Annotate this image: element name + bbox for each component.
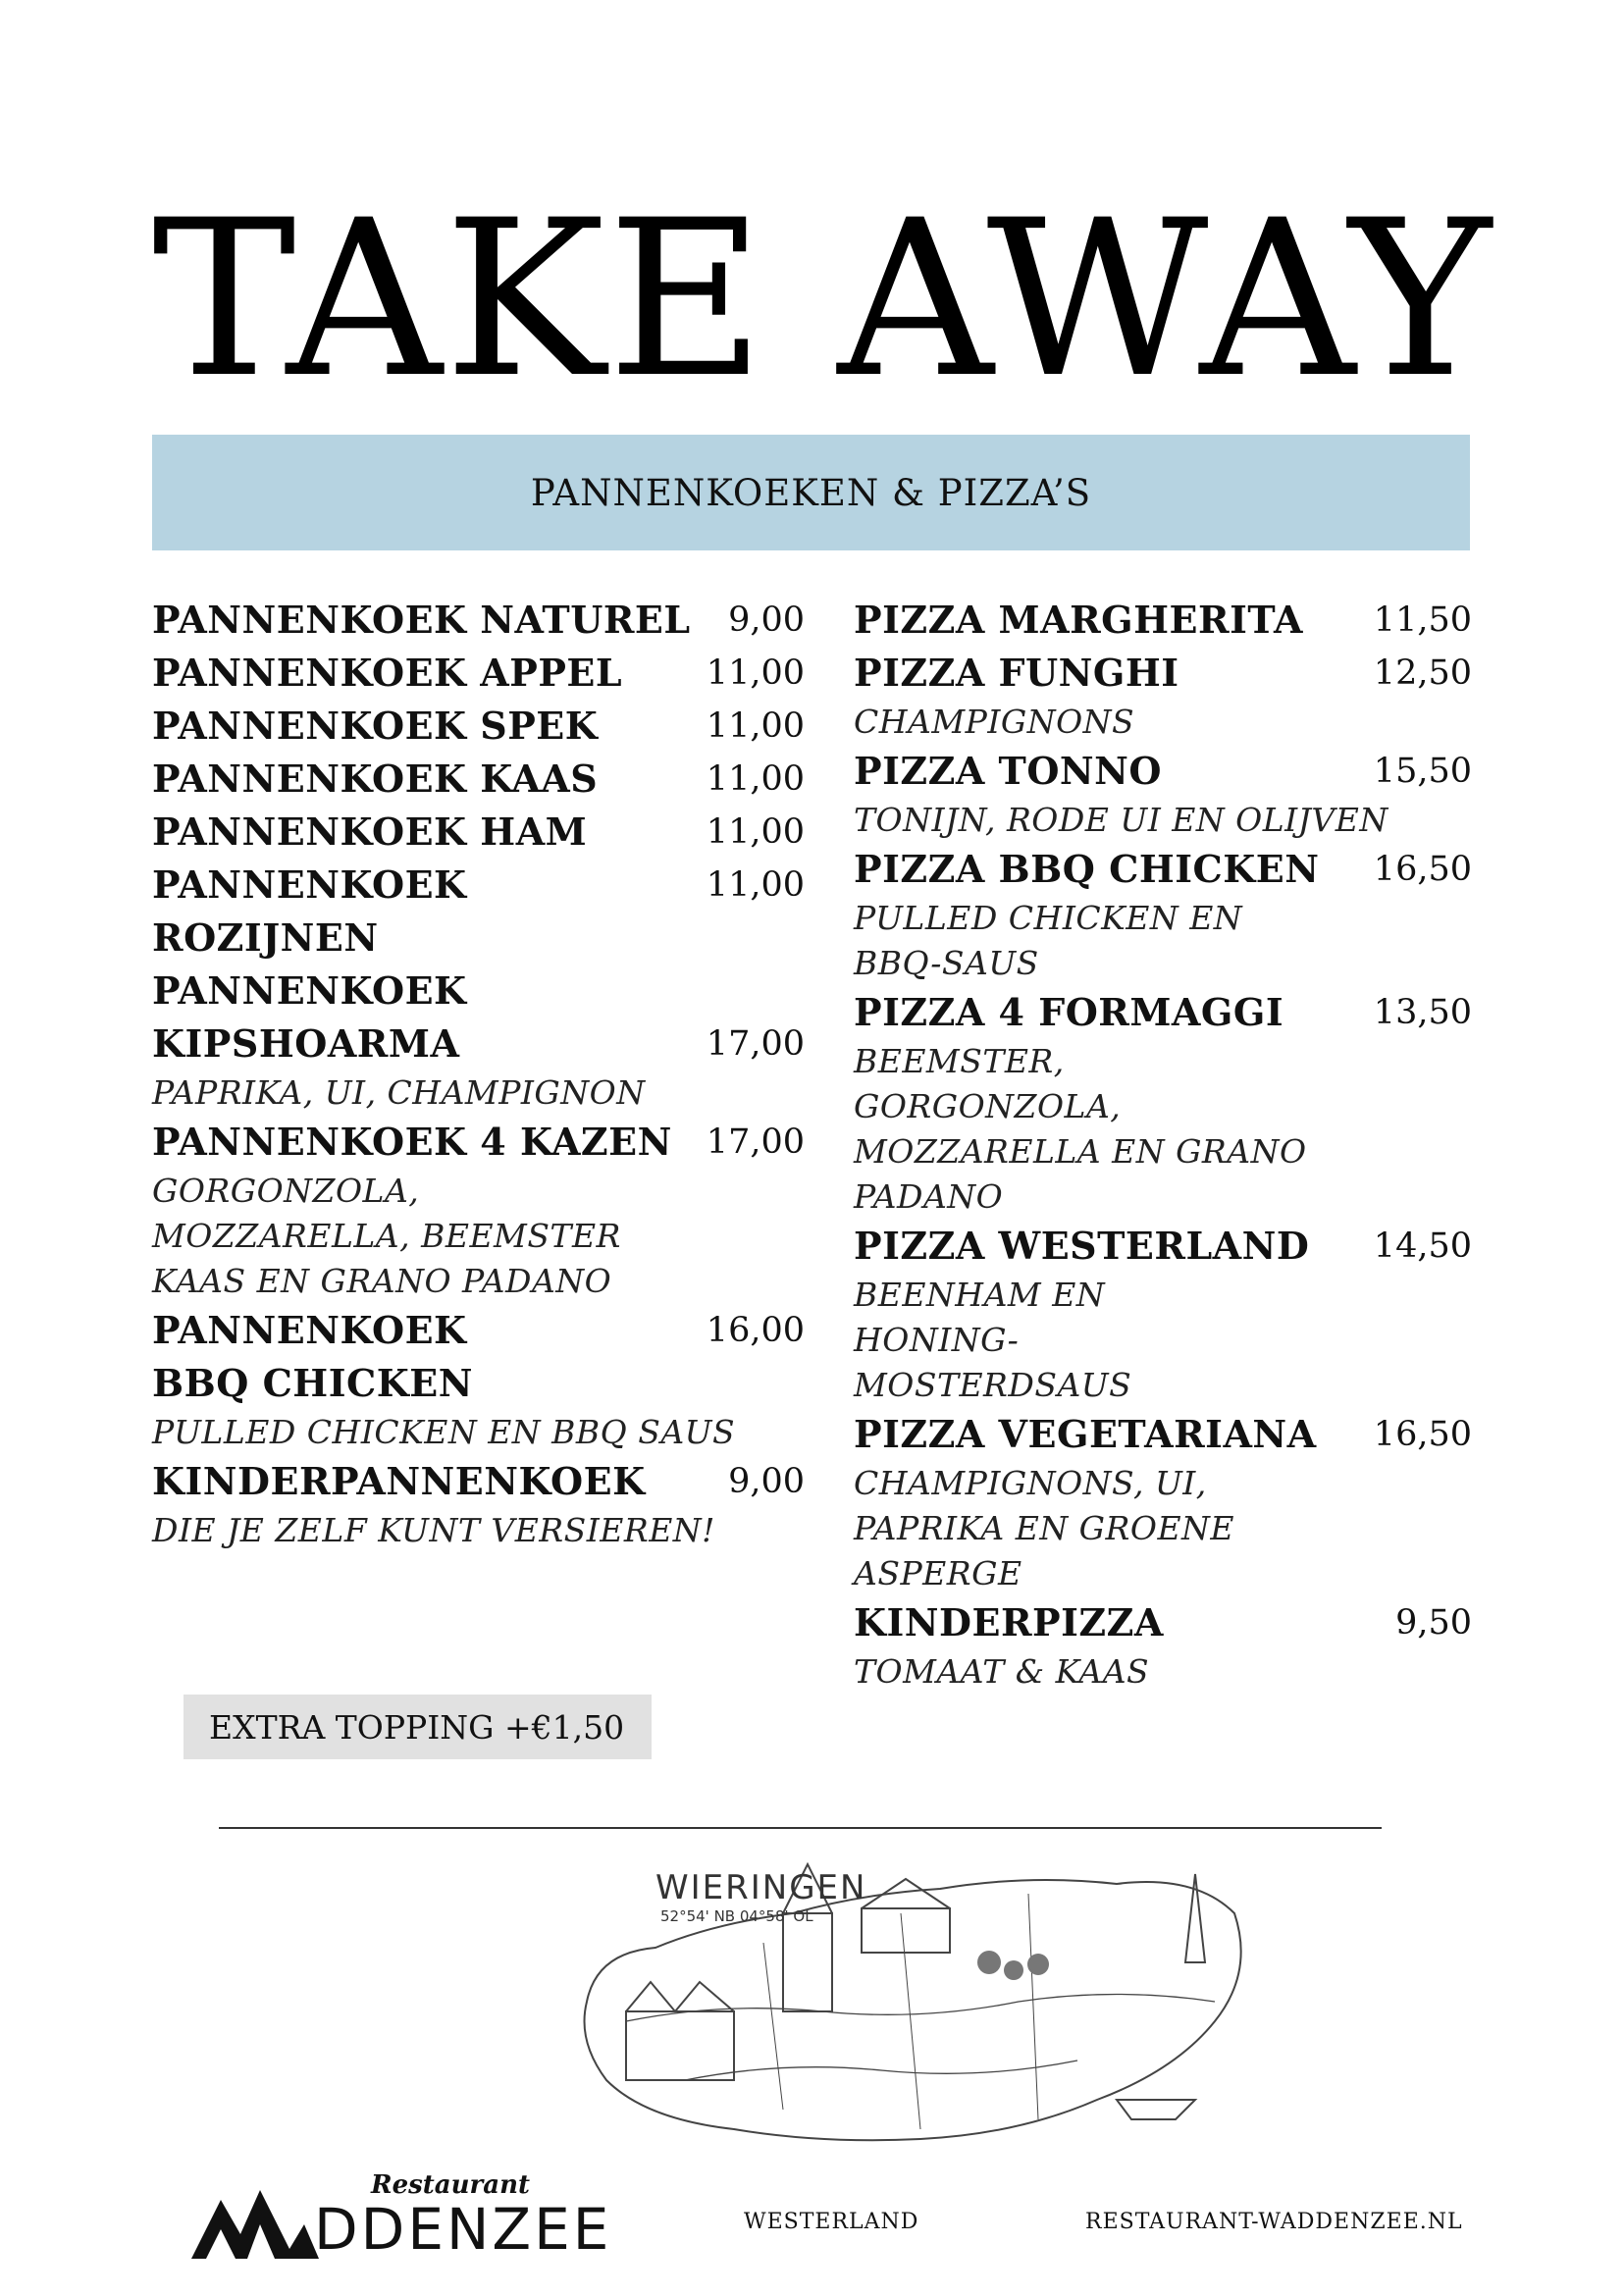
menu-item: [152, 965, 805, 1116]
menu-item: [854, 745, 1472, 843]
item-name: PIZZA MARGHERITA: [854, 598, 1304, 642]
pancake-column: [152, 594, 805, 1553]
item-description: CHAMPIGNONS, UI, PAPRIKA EN GROENE ASPERGE: [854, 1464, 1234, 1592]
menu-item: [152, 859, 805, 965]
item-description: GORGONZOLA, MOZZARELLA, BEEMSTER KAAS EN GRANO PADANO: [152, 1172, 621, 1300]
item-price: 11,00: [706, 759, 805, 799]
section-banner: [152, 435, 1470, 550]
extra-topping-label: EXTRA TOPPING +€1,50: [209, 1707, 625, 1747]
item-name: KINDERPANNENKOEK: [152, 1459, 646, 1503]
item-name: PIZZA TONNO: [854, 749, 1162, 793]
item-name: PANNENKOEK BBQ CHICKEN: [152, 1308, 473, 1405]
item-description: PULLED CHICKEN EN BBQ-SAUS: [854, 899, 1243, 982]
item-name: PIZZA BBQ CHICKEN: [854, 847, 1320, 891]
section-title: PANNENKOEKEN & PIZZA’S: [530, 471, 1092, 514]
menu-item: [854, 1408, 1472, 1596]
logo-mountain-icon: [186, 2170, 324, 2264]
item-price: 15,50: [1373, 752, 1472, 791]
menu-item: [854, 1596, 1472, 1695]
item-name: PANNENKOEK NATUREL: [152, 598, 691, 642]
item-name: PIZZA FUNGHI: [854, 651, 1179, 695]
menu-item: [152, 806, 805, 859]
page-title: TAKE AWAY: [152, 174, 1493, 425]
item-price: 11,50: [1373, 600, 1472, 640]
item-description: PAPRIKA, UI, CHAMPIGNON: [152, 1073, 646, 1112]
item-name: PANNENKOEK SPEK: [152, 704, 599, 748]
item-description: PULLED CHICKEN EN BBQ SAUS: [152, 1413, 736, 1451]
menu-item: [854, 986, 1472, 1220]
item-name: PANNENKOEK KAAS: [152, 757, 599, 801]
map-coordinates: 52°54' NB 04°58' OL: [660, 1907, 813, 1925]
menu-item: [152, 753, 805, 806]
item-price: 11,00: [706, 706, 805, 746]
menu-item: [152, 1116, 805, 1304]
item-price: 9,50: [1395, 1603, 1472, 1643]
item-price: 17,00: [706, 1024, 805, 1064]
item-price: 16,00: [706, 1311, 805, 1350]
menu-item: [854, 594, 1472, 647]
item-price: 11,00: [706, 653, 805, 693]
extra-topping-box: [183, 1695, 652, 1759]
menu-item: [152, 594, 805, 647]
menu-item: [854, 1220, 1472, 1408]
wieringen-map-illustration: [567, 1854, 1274, 2149]
item-name: PANNENKOEK 4 KAZEN: [152, 1120, 672, 1164]
menu-item: [854, 843, 1472, 986]
item-name: KINDERPIZZA: [854, 1600, 1164, 1644]
item-name: PIZZA VEGETARIANA: [854, 1412, 1317, 1456]
item-price: 14,50: [1373, 1226, 1472, 1266]
item-price: 9,00: [728, 1462, 805, 1501]
item-price: 13,50: [1373, 993, 1472, 1032]
divider: [219, 1827, 1382, 1829]
item-price: 16,50: [1373, 1415, 1472, 1454]
footer-location: WESTERLAND: [744, 2210, 919, 2234]
map-title: WIERINGEN: [655, 1868, 867, 1907]
menu-item: [152, 700, 805, 753]
menu-item: [152, 1304, 805, 1455]
item-description: DIE JE ZELF KUNT VERSIEREN!: [152, 1511, 715, 1549]
item-price: 11,00: [706, 865, 805, 905]
item-name: PANNENKOEK APPEL: [152, 651, 623, 695]
item-price: 9,00: [728, 600, 805, 640]
item-price: 17,00: [706, 1122, 805, 1162]
menu-item: [854, 647, 1472, 745]
item-name: PANNENKOEK KIPSHOARMA: [152, 968, 467, 1066]
item-description: TONIJN, RODE UI EN OLIJVEN: [854, 801, 1388, 839]
item-name: PIZZA 4 FORMAGGI: [854, 990, 1284, 1034]
logo-restaurant-text: Restaurant: [371, 2170, 531, 2200]
item-description: BEEMSTER, GORGONZOLA, MOZZARELLA EN GRANO PADANO: [854, 1042, 1307, 1216]
item-name: PANNENKOEK HAM: [152, 809, 588, 854]
item-description: BEENHAM EN HONING-MOSTERDSAUS: [854, 1276, 1132, 1404]
logo-wordmark: DDENZEE: [314, 2196, 612, 2263]
menu-item: [152, 647, 805, 700]
item-name: PANNENKOEK ROZIJNEN: [152, 862, 467, 960]
item-description: TOMAAT & KAAS: [854, 1652, 1150, 1691]
item-price: 11,00: [706, 812, 805, 852]
item-name: PIZZA WESTERLAND: [854, 1224, 1310, 1268]
footer-website[interactable]: RESTAURANT-WADDENZEE.NL: [1085, 2210, 1463, 2234]
pizza-column: [854, 594, 1472, 1695]
menu-item: [152, 1455, 805, 1553]
item-description: CHAMPIGNONS: [854, 703, 1135, 741]
item-price: 16,50: [1373, 850, 1472, 889]
restaurant-logo: [186, 2170, 612, 2269]
item-price: 12,50: [1373, 653, 1472, 693]
